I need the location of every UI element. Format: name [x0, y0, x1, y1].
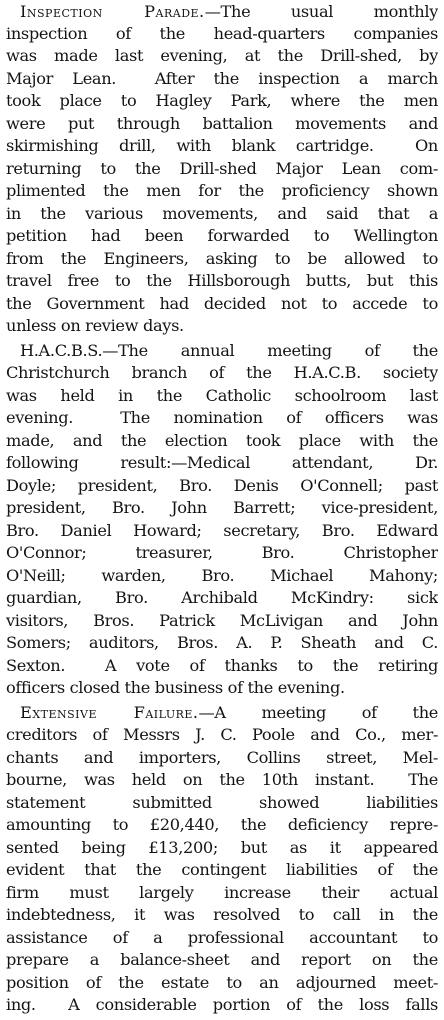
article-text-line: firm must largely increase their actual — [6, 883, 438, 902]
article-text-line: made, and the election took place with the — [6, 431, 438, 450]
article-text-line: chants and importers, Collins street, Mel- — [6, 748, 438, 767]
article-text-line: were put through battalion movements and — [6, 114, 438, 133]
article-first-line — [20, 1, 438, 23]
article-text-line: O'Connor; treasurer, Bro. Christopher — [6, 543, 438, 562]
article-text-line: from the Engineers, asking to be allowed to — [6, 249, 438, 268]
article-text-line: —A meeting of the — [198, 703, 438, 722]
article-text-line: unless on review days. — [6, 316, 184, 335]
article-text-line: Somers; auditors, Bros. A. P. Sheath and C. — [6, 633, 438, 652]
article-text-line: O'Neill; warden, Bro. Michael Mahony; — [6, 566, 438, 585]
article-text-line: Christchurch branch of the H.A.C.B. society — [6, 363, 438, 382]
article-heading: H.A.C.B.S. — [20, 341, 103, 360]
article-text-line: prepare a balance-sheet and report on the — [6, 950, 438, 969]
article-text-line: guardian, Bro. Archibald McKindry: sick — [6, 588, 438, 607]
article-text-line: assistance of a professional accountant to — [6, 928, 438, 947]
article-text-line: Sexton. A vote of thanks to the retiring — [6, 656, 438, 675]
article-text-line: plimented the men for the proficiency shown — [6, 181, 438, 200]
article-first-line — [20, 702, 438, 724]
article-text-line: evening. The nomination of officers was — [6, 408, 438, 427]
article-text-line: in the various movements, and said that a — [6, 204, 438, 223]
article-text-line: was made last evening, at the Drill-shed, by — [6, 46, 438, 65]
article-heading: Inspection Parade. — [20, 2, 205, 21]
article-text-line: bourne, was held on the 10th instant. The — [6, 770, 438, 789]
article-text-line: Doyle; president, Bro. Denis O'Connell; past — [6, 476, 438, 495]
article-text-line: Major Lean. After the inspection a march — [6, 69, 438, 88]
article-text-line: officers closed the business of the evening. — [6, 678, 345, 697]
article-text-line: returning to the Drill-shed Major Lean com- — [6, 159, 438, 178]
article-text-line: president, Bro. John Barrett; vice-president, — [6, 498, 438, 517]
article-text-line: visitors, Bros. Patrick McLivigan and John — [6, 611, 438, 630]
article-text-line: ing. A considerable portion of the loss falls — [6, 995, 438, 1014]
article-text-line: amounting to £20,440, the deficiency repre- — [6, 815, 438, 834]
article-text-line: —The usual monthly — [204, 2, 438, 21]
article-text-line: petition had been forwarded to Wellington — [6, 226, 438, 245]
article-text-line: following result:—Medical attendant, Dr. — [6, 453, 438, 472]
article-text-line: Bro. Daniel Howard; secretary, Bro. Edward — [6, 521, 438, 540]
article-text-line: inspection of the head-quarters companies — [6, 24, 438, 43]
article-text-line: statement submitted showed liabilities — [6, 793, 438, 812]
article-text-line: travel free to the Hillsborough butts, but this — [6, 271, 438, 290]
article-first-line — [20, 340, 438, 362]
article-text-line: evident that the contingent liabilities of the — [6, 860, 438, 879]
article-text-line: was held in the Catholic schoolroom last — [6, 386, 438, 405]
article-text-line: skirmishing drill, with blank cartridge. On — [6, 136, 438, 155]
article-heading: Extensive Failure. — [20, 703, 199, 722]
article-text-line: the Government had decided not to accede to — [6, 294, 438, 313]
article-text-line: took place to Hagley Park, where the men — [6, 91, 438, 110]
article-text-line: creditors of Messrs J. C. Poole and Co., mer- — [6, 725, 438, 744]
article-text-line: sented being £13,200; but as it appeared — [6, 838, 438, 857]
article-text-line: position of the estate to an adjourned meet- — [6, 973, 438, 992]
article-text-line: —The annual meeting of the — [102, 341, 438, 360]
article-text-line: indebtedness, it was resolved to call in the — [6, 905, 438, 924]
